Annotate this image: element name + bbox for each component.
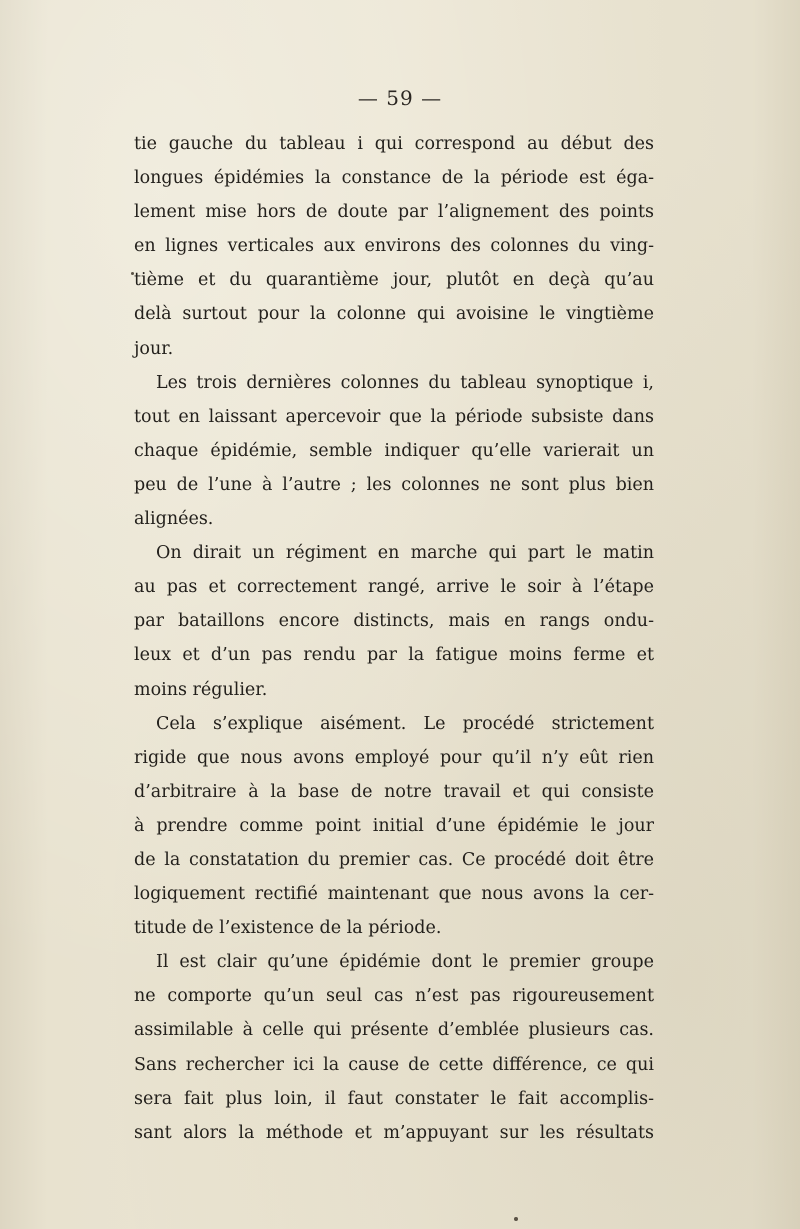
paragraph-start-line: Il est clair qu’une épidémie dont le premier groupe xyxy=(156,952,654,973)
text-line: sera fait plus loin, il faut constater le fait accomplis- xyxy=(134,1088,654,1109)
text-line: par bataillons encore distincts, mais en rangs ondu- xyxy=(134,611,654,632)
text-line: tième et du quarantième jour, plutôt en deçà qu’au xyxy=(134,270,654,291)
ink-speck xyxy=(131,272,134,275)
text-line: au pas et correctement rangé, arrive le soir à l’étape xyxy=(134,577,654,598)
text-line: sant alors la méthode et m’appuyant sur les résultats xyxy=(134,1122,654,1143)
text-line: delà surtout pour la colonne qui avoisine le vingtième xyxy=(134,304,654,325)
text-line: tie gauche du tableau i qui correspond au début des xyxy=(134,134,654,154)
text-line: en lignes verticales aux environs des colonnes du ving- xyxy=(134,236,654,257)
page-number: — 59 — xyxy=(357,86,443,110)
text-line: Sans rechercher ici la cause de cette différence, ce qui xyxy=(134,1054,654,1075)
text-line: logiquement rectifié maintenant que nous avons la cer- xyxy=(134,884,654,905)
text-line: tout en laissant apercevoir que la période subsiste dans xyxy=(134,406,654,427)
text-line: lement mise hors de doute par l’alignement des points xyxy=(134,202,654,223)
text-line: chaque épidémie, semble indiquer qu’elle varierait un xyxy=(134,440,654,461)
text-line: de la constatation du premier cas. Ce procédé doit être xyxy=(134,849,654,870)
text-line: alignées. xyxy=(134,509,214,530)
paragraph-start-line: On dirait un régiment en marche qui part le matin xyxy=(156,543,654,564)
ink-speck xyxy=(514,1217,518,1221)
text-line: jour. xyxy=(134,338,174,359)
text-line: d’arbitraire à la base de notre travail et qui consiste xyxy=(134,781,654,802)
paragraph-start-line: Cela s’explique aisément. Le procédé strictement xyxy=(156,713,654,734)
text-line: ne comporte qu’un seul cas n’est pas rigoureusement xyxy=(134,986,654,1007)
text-line: rigide que nous avons employé pour qu’il n’y eût rien xyxy=(134,747,654,768)
paragraph-start-line: Les trois dernières colonnes du tableau synoptique i, xyxy=(156,372,654,393)
text-line: moins régulier. xyxy=(134,679,268,700)
text-line: à prendre comme point initial d’une épidémie le jour xyxy=(134,815,654,836)
text-line: titude de l’existence de la période. xyxy=(134,918,442,939)
body-text xyxy=(134,127,654,1150)
text-line: leux et d’un pas rendu par la fatigue moins ferme et xyxy=(134,645,654,666)
text-line: longues épidémies la constance de la période est éga- xyxy=(134,168,654,189)
text-line: assimilable à celle qui présente d’emblée plusieurs cas. xyxy=(134,1020,654,1041)
text-line: peu de l’une à l’autre ; les colonnes ne sont plus bien xyxy=(134,474,654,495)
